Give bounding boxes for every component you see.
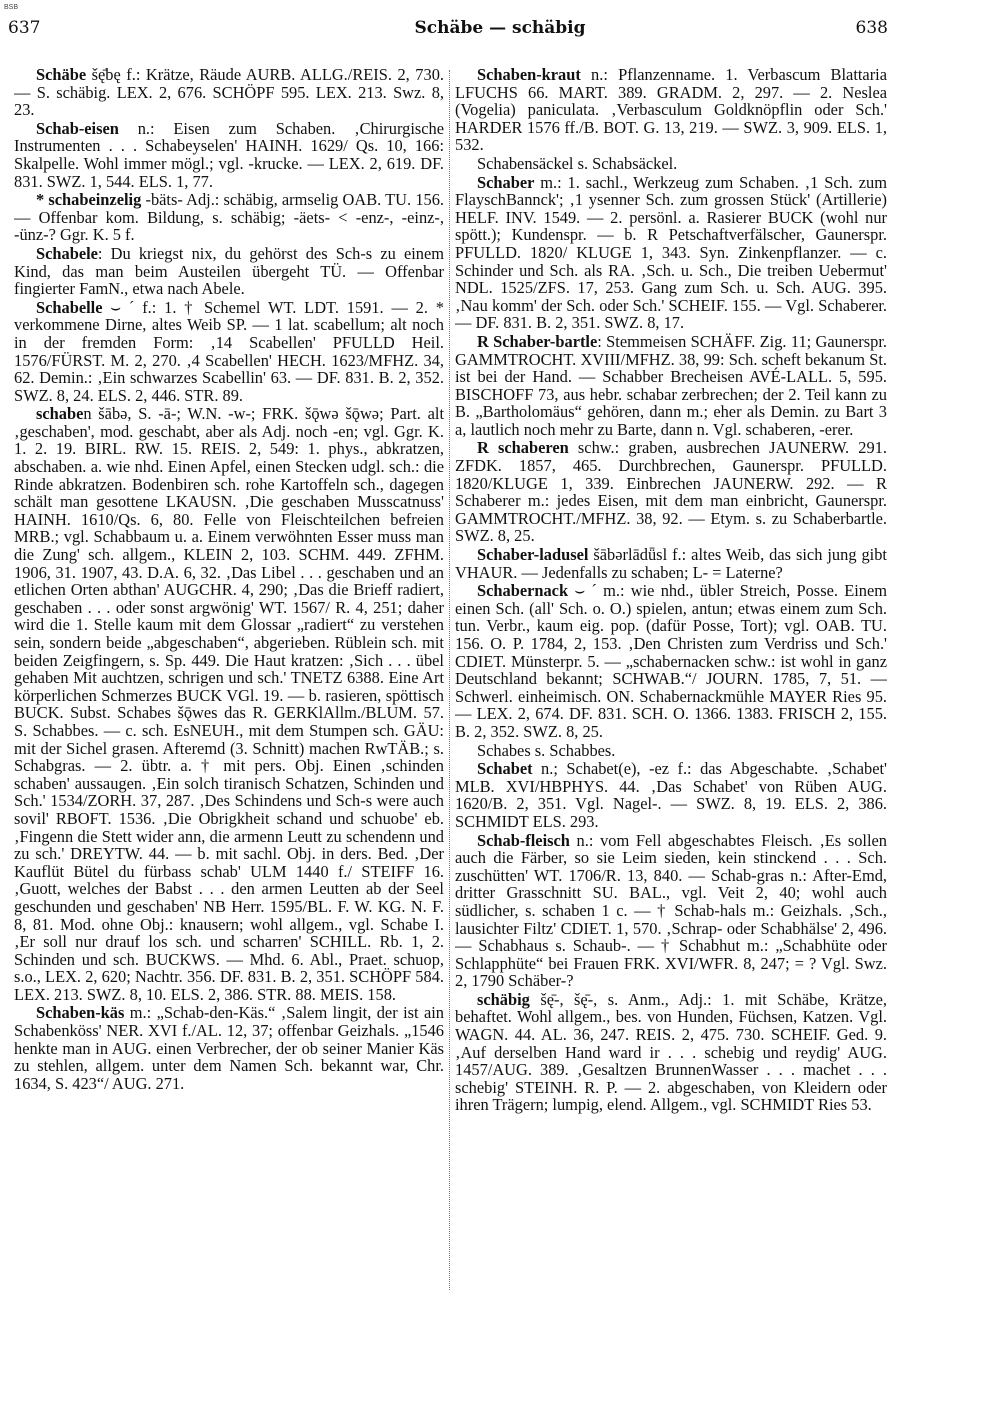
entry-headword: R Schaber-bartle — [477, 331, 598, 351]
dictionary-entry — [14, 66, 444, 119]
page-header — [0, 18, 1000, 42]
entry-headword: Schaben-käs — [36, 1003, 125, 1023]
page-number-right: 638 — [855, 18, 888, 38]
dictionary-entry — [455, 439, 887, 545]
right-column — [455, 66, 887, 1406]
entry-headword: Schaber — [477, 172, 535, 192]
entry-headword: Schabernack — [477, 581, 569, 601]
entry-headword: Schabelle — [36, 297, 103, 317]
library-stamp: BSB — [4, 4, 19, 11]
entry-headword: schabe — [36, 404, 84, 424]
left-column — [14, 66, 444, 1406]
dictionary-entry — [455, 991, 887, 1114]
entry-text: šābərlādǖsl f.: altes Weib, das sich jung gibt VHAUR. — Jedenfalls zu schaben; L- = Laterne? — [455, 545, 887, 582]
dictionary-entry — [455, 155, 887, 173]
entry-text: šę̄bę f.: Krätze, Räude AURB. ALLG./REIS. 2, 730. — S. schäbig. LEX. 2, 676. SCHÖPF 595. LEX. 213. Swz. 8, 23. — [14, 66, 444, 120]
dictionary-entry — [455, 66, 887, 154]
entry-text: n.: Eisen zum Schaben. ‚Chirurgische Instrumenten . . . Schabeyselen' HAINH. 1629/ Qs. 10, 166: Skalpelle. Wohl immer mögl.; vgl. -krucke. — LEX. 2, 619. DF. 831. SWZ. 1, 544. ELS. 1, 77. — [14, 118, 444, 191]
entry-headword: Schabele — [36, 243, 98, 263]
entry-text: ⌣ ´ f.: 1. † Schemel WT. LDT. 1591. — 2. * verkommene Dirne, altes Weib SP. — 1 lat. scabellum; alt noch in der fremden Form: ‚14 Scabellen' PFULLD Heil. 1576/FÜRST. M. 2, 270. ‚4 Scabellen' HECH. 1623/MFHZ. 34, 62. Demin.: ‚Ein schwarzes Scabellin' 63. — DF. 831. B. 2, 352. SWZ. 8, 24. ELS. 2, 446. STR. 89. — [14, 297, 444, 405]
entry-text: ⌣ ´ m.: wie nhd., übler Streich, Posse. Einem einen Sch. (all' Sch. o. O.) spielen, antun; etwas einem zum Sch. tun. Verbr., kaum eig. pop. (dafür Posse, Tort); vgl. OAB. TU. 156. O. P. 1784, 2, 153. ‚Den Christen zum Verdriss und Sch.' CDIET. Münsterpr. 5. — „schabernacken schw.: ist wohl in ganz Deutschland bekannt; SCHWAB.“/ JOURN. 1785, 7, 51. — Schwerl. einheimisch. ON. Schabernackmühle MAYER Ries 95. — LEX. 2, 674. DF. 831. SCH. O. 1366. 1383. FRISCH 2, 155. B. 2, 352. SWZ. 8, 25. — [455, 581, 887, 741]
entry-text: -bäts- Adj.: schäbig, armselig OAB. TU. 156. — Offenbar kom. Bildung, s. schäbig; -äets- < -enz-, -einz-, -ünz-? Ggr. K. 5 f. — [14, 190, 444, 245]
dictionary-entry — [455, 742, 887, 760]
entry-headword: Schab-eisen — [36, 118, 119, 138]
running-title: Schäbe — schäbig — [414, 18, 586, 38]
dictionary-entry — [14, 191, 444, 244]
entry-headword: * schabeinzelig — [36, 190, 142, 210]
entry-text: n.; Schabet(e), -ez f.: das Abgeschabte. ‚Schabet' MLB. XVI/HBPHYS. 44. ‚Das Schabet' von Rüben AUG. 1620/B. 2, 351. Vgl. Nagel-. — SWZ. 8, 19. ELS. 2, 386. SCHMIDT ELS. 293. — [455, 759, 887, 831]
dictionary-entry — [455, 333, 887, 439]
entry-text: šę̄-, šę̄-, s. Anm., Adj.: 1. mit Schäbe, Krätze, behaftet. Wohl allgem., bes. von Hunden, Füchsen, Katzen. Vgl. WAGN. 44. AL. 36, 247. REIS. 2, 475. 730. SCHEIF. Ged. 9. ‚Auf derselben Hand ward ir . . . schebig und reydig' AUG. 1457/AUG. 389. ‚Gesaltzen BrunnenWasser . . . machet . . . schebig' STEINH. R. P. — 2. abgeschaben, von Kleidern oder ihren Trägern; lumpig, elend. Allgem., vgl. SCHMIDT Ries 53. — [455, 989, 887, 1115]
entry-text: Schabes s. Schabbes. — [477, 740, 616, 760]
entry-headword: Schaber-ladusel — [477, 545, 589, 565]
entry-headword: R schaberen — [477, 438, 569, 458]
entry-text: : Stemmeisen SCHÄFF. Zig. 11; Gaunerspr. GAMMTROCHT. XVIII/MFHZ. 38, 99: Sch. scheft bekanum St. ist bei der Hand. — Schabber Brecheisen AVÉ-LALL. 5, 595. BISCHOFF 73, aus hebr. schabar zerbrechen; der 2. Teil kann zu B. „Bartholomäus“ gehören, dann m.; eher als Demin. zu Bart 3 a, lautlich noch mehr zu Barte, dann n. Vgl. schaberen, -erer. — [455, 331, 887, 439]
entry-text: m.: „Schab-den-Käs.“ ‚Salem lingit, der ist ain Schabenköss' NER. XVI f./AL. 12, 37; offenbar Geizhals. „1546 henkte man in AUG. einen Verbrecher, der ob seiner Manier Käs zu stehlen, allgem. unter dem Namen Sch. bekannt war, Chr. 1634, S. 423“/ AUG. 271. — [14, 1003, 444, 1093]
entry-headword: Schabet — [477, 759, 533, 779]
entry-text: schw.: graben, ausbrechen JAUNERW. 291. ZFDK. 1857, 465. Durchbrechen, Gaunerspr. PFULLD. 1820/KLUGE 1, 339. Einbrechen JAUNERW. 292. — R Schaberer m.: jedes Eisen, mit dem man einbricht, Gaunerspr. GAMMTROCHT./MFHZ. 38, 92. — Etym. s. zu Schaberbartle. SWZ. 8, 25. — [455, 438, 887, 546]
dictionary-entry — [14, 299, 444, 405]
dictionary-entry — [455, 174, 887, 332]
entry-text: Schabensäckel s. Schabsäckel. — [477, 153, 678, 173]
entry-headword: Schäbe — [36, 66, 87, 84]
column-divider — [449, 70, 450, 1290]
dictionary-entry — [455, 546, 887, 581]
dictionary-entry — [455, 582, 887, 740]
entry-headword: Schaben-kraut — [477, 66, 581, 84]
entry-headword: schäbig — [477, 989, 530, 1009]
dictionary-entry — [14, 245, 444, 298]
entry-text: : Du kriegst nix, du gehörst des Sch-s zu einem Kind, das man beim Austeilen übergeht TÜ. — Offenbar fingierter FamN., etwa nach Abele. — [14, 243, 444, 299]
dictionary-entry — [14, 120, 444, 190]
dictionary-entry — [14, 405, 444, 1003]
entry-headword: Schab-fleisch — [477, 830, 570, 850]
entry-text: n.: vom Fell abgeschabtes Fleisch. ‚Es sollen auch die Färber, so sie Leim sieden, kein stinckend . . . Sch. zuschütten' WT. 1706/R. 13, 840. — Schab-gras n.: After-Emd, dritter Grasschnitt SU. BAL., vgl. Veit 2, 40; wohl auch südlicher, s. schaben 1 c. — † Schab-hals m.: Geizhals. ‚Sch., lausichter Filtz' CDIET. 1, 570. ‚Schrap- oder Schabhälse' 2, 496. — Schabhaus s. Schaub-. — † Schabhut m.: „Schabhüte oder Schlapphüte“ bei Frauen FRK. XVI/WFR. 8, 247; = ? Vgl. Swz. 2, 1790 Schäber-? — [455, 830, 887, 991]
dictionary-entry — [455, 832, 887, 990]
entry-text: m.: 1. sachl., Werkzeug zum Schaben. ‚1 Sch. zum FlayschBannck'; ‚1 ysenner Sch. zum grossen Stück' (Artillerie) HELF. INV. 1549. — 2. persönl. a. Rasierer BUCK (wohl nur spött.); Kundenspr. — b. R Petschaftverfälscher, Gaunerspr. PFULLD. 1820/ KLUGE 1, 343. Syn. Zinkenpflanzer. — c. Schinder und Sch. als RA. ‚Sch. u. Sch., Die treiben Uebermut' NDL. 1525/ZFS. 17, 253. Gang zum Sch. u. Sch. AUG. 395. ‚Nau komm' der Sch. oder Sch.' SCHEIF. 155. — Vgl. Schaberer. — DF. 831. B. 2, 351. SWZ. 8, 17. — [455, 172, 887, 333]
page-number-left: 637 — [8, 18, 41, 38]
entry-text: n.: Pflanzenname. 1. Verbascum Blattaria LFUCHS 66. MART. 389. GRADM. 2, 297. — 2. Neslea (Vogelia) paniculata. ‚Verbasculum Goldknöpflin oder Sch.' HARDER 1576 ff./B. BOT. G. 13, 219. — SWZ. 3, 909. ELS. 1, 532. — [455, 66, 887, 155]
dictionary-entry — [14, 1004, 444, 1092]
entry-text: n šābə, S. -ā-; W.N. -w-; FRK. šǭwə šǭwə; Part. alt ‚geschaben', mod. geschabt, aber als Adj. noch -en; vgl. Ggr. K. 1. 2. 19. BIRL. RW. 15. REIS. 2, 549: 1. phys., abkratzen, abschaben. a. wie nhd. Einen Apfel, einen Stecken udgl. sch.: die Rinde abkratzen. Bodenbiren sch. rohe Kartoffeln sch., dagegen schält man gesottene LKAUSN. ‚Die geschaben Musscatnuss' HAINH. 1610/Qs. 6, 80. Felle von Fleischteilchen befreien MRB.; vgl. Schabbaum u. a. Einem verwöhnten Esser muss man die Zung' sch. allgem., KLEIN 2, 103. SCHM. 449. ZFHM. 1906, 31. 1907, 43. D.A. 6, 32. ‚Das Libel . . . geschaben und an etlichen Orten abthan' AUGCHR. 4, 290; ‚Das die Brieff radiert, geschaben . . . oder sonst argwönig' WT. 1567/ R. 4, 251; daher wird die 1. Stelle kaum mit dem Glossar „radiert“ zu verstehen sein, sondern beide „abgeschaben“, abgerieben. Rüblein sch. mit beiden Zeigfingern, s. Sp. 449. Die Haut kratzen: ‚Sich . . . übel gehaben Mit auchtzen, schrigen und sch.' TNETZ 6388. Eine Art körperlichen Schmerzes BUCK VGl. 19. — b. rasieren, spöttisch BUCK. Subst. Schabes šǭwes das R. GERKlAllm./BLUM. 57. S. Schabbes. — c. sch. EsNEUH., mit dem Stumpen sch. GÄU: mit der Sichel grasen. Afteremd (3. Schnitt) machen RwTÄB.; s. Schabgras. — 2. übtr. a. † mit pers. Obj. Einen ‚schinden schaben' aussaugen. ‚Ein solch tiranisch Schatzen, Schinden und Sch.' 1534/ZORH. 37, 287. ‚Des Schindens und Sch-s were auch sovil' RBOFT. 1536. ‚Die Obrigkheit schand und schuobe' eb. ‚Fingenn die Stett wider ann, die armenn Leutt zu schendenn und zu sch.' DREYTW. 44. — b. mit sachl. Obj. in ders. Bed. ‚Der Kauflüt Bütel du fürbass schab' ULM 1440 f./ STEIFF 16. ‚Guott, welches der Babst . . . den armen Leutten ab der Seel geschunden und geschaben' NB Herr. 1595/BL. F. W. KG. N. F. 8, 81. Mod. ohne Obj.: knausern; wohl allgem., vgl. Schabe I. ‚Er soll nur drauf los sch. und scharren' SCHILL. Rb. 1, 2. Schinden und sch. BUCKWS. — Mhd. 6. Abl., Praet. schuop, s.o., LEX. 2, 620; Nachtr. 356. DF. 831. B. 2, 351. SCHÖPF 584. LEX. 213. SWZ. 8, 10. ELS. 2, 386. STR. 88. MEIS. 158. — [14, 404, 444, 1004]
dictionary-entry — [455, 760, 887, 830]
